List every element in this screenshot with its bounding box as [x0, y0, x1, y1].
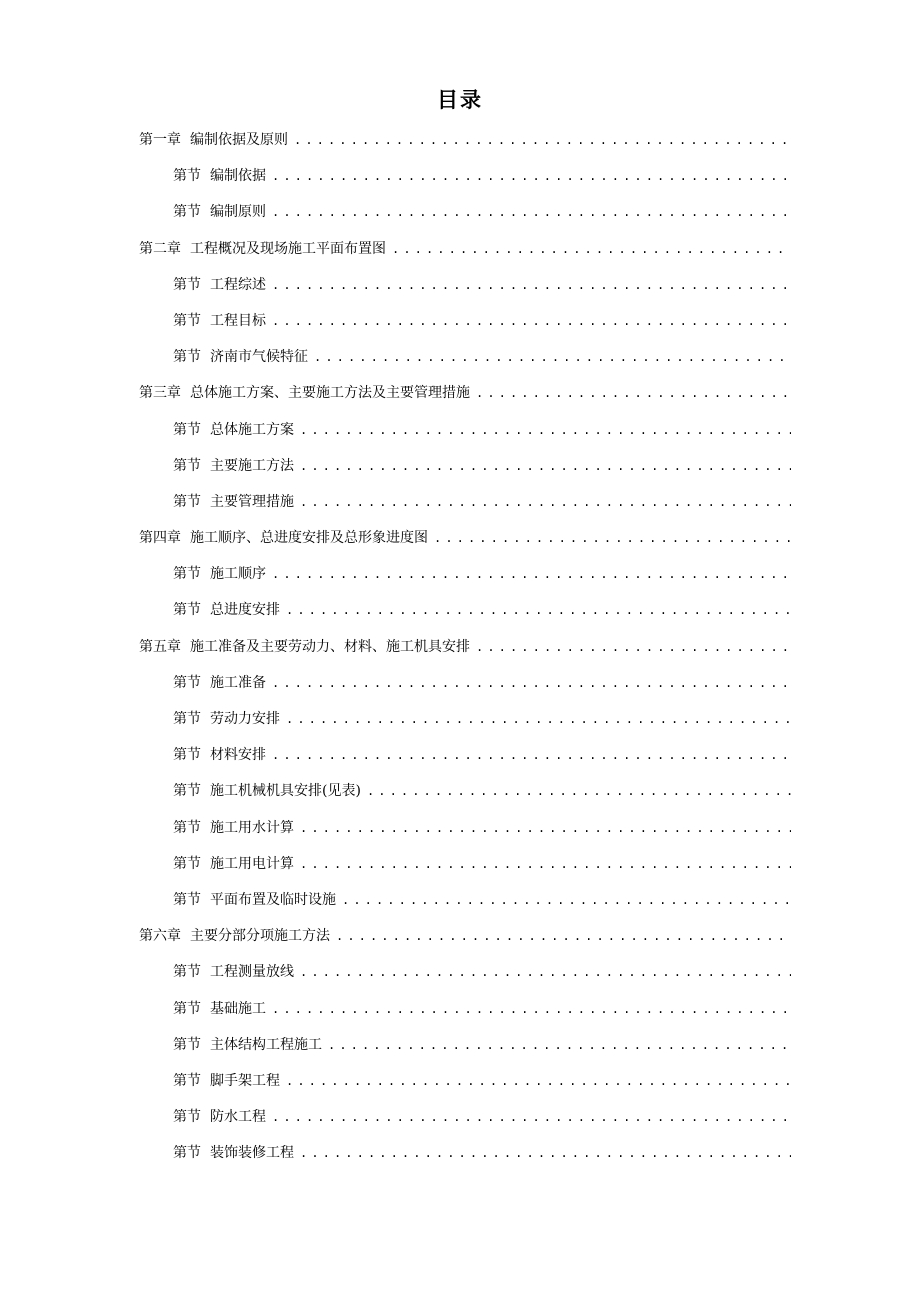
dot-leader — [342, 882, 791, 918]
toc-chapter-6[interactable] — [139, 918, 791, 954]
toc-entry-number: 第一章 — [139, 132, 181, 148]
toc-entry-label: 装饰装修工程 — [210, 1145, 294, 1162]
toc-section[interactable] — [139, 303, 791, 339]
dot-leader — [434, 520, 791, 556]
toc-entry-number: 第四章 — [139, 530, 181, 547]
toc-entry-label: 施工用电计算 — [210, 855, 294, 872]
toc-section[interactable] — [139, 1099, 791, 1135]
toc-entry-number: 第节 — [173, 891, 201, 908]
toc-section[interactable] — [139, 1027, 791, 1063]
toc-entry-label: 主要管理措施 — [210, 493, 294, 510]
toc-entry-label: 施工用水计算 — [210, 819, 294, 836]
toc-section[interactable] — [139, 158, 791, 194]
toc-entry-number: 第六章 — [139, 928, 181, 945]
toc-entry-number: 第节 — [173, 1000, 201, 1017]
dot-leader — [272, 194, 791, 230]
toc-entry-number: 第节 — [173, 276, 201, 293]
toc-entry-number: 第节 — [173, 855, 201, 872]
dot-leader — [336, 918, 791, 954]
toc-entry-number: 第节 — [173, 566, 201, 583]
toc-section[interactable] — [139, 810, 791, 846]
toc-entry-label: 工程目标 — [210, 312, 266, 329]
toc-entry-number: 第节 — [173, 1072, 201, 1089]
toc-entry-label: 平面布置及临时设施 — [210, 891, 336, 908]
page-title: 目录 — [437, 88, 483, 112]
toc-entry-label: 工程测量放线 — [210, 964, 294, 981]
dot-leader — [367, 773, 791, 809]
dot-leader — [392, 231, 791, 267]
toc-entry-label: 编制依据 — [210, 168, 266, 185]
toc-entry-number: 第节 — [173, 349, 201, 366]
dot-leader — [286, 592, 791, 628]
dot-leader — [272, 556, 791, 592]
toc-chapter-1[interactable] — [139, 122, 791, 158]
toc-entry-label: 施工准备 — [210, 674, 266, 691]
toc-entry-label: 编制原则 — [210, 204, 266, 221]
dot-leader — [286, 1063, 791, 1099]
dot-leader — [272, 1099, 791, 1135]
dot-leader — [300, 810, 791, 846]
toc-section[interactable] — [139, 882, 791, 918]
dot-leader — [300, 954, 791, 990]
toc-entry-number: 第节 — [173, 602, 201, 619]
dot-leader — [476, 629, 791, 665]
toc-section[interactable] — [139, 737, 791, 773]
toc-entry-label: 劳动力安排 — [210, 711, 280, 727]
toc-section[interactable] — [139, 267, 791, 303]
dot-leader — [300, 846, 791, 882]
toc-chapter-4[interactable] — [139, 520, 791, 556]
dot-leader — [272, 665, 791, 701]
dot-leader — [294, 122, 791, 158]
toc-entry-number: 第节 — [173, 711, 201, 727]
dot-leader — [300, 412, 791, 448]
toc-entry-number: 第节 — [173, 168, 201, 185]
toc-entry-label: 总进度安排 — [210, 602, 280, 619]
toc-section[interactable] — [139, 484, 791, 520]
toc-chapter-3[interactable] — [139, 375, 791, 411]
toc-entry-label: 施工顺序 — [210, 566, 266, 583]
toc-section[interactable] — [139, 665, 791, 701]
dot-leader — [272, 737, 791, 773]
toc-entry-label: 脚手架工程 — [210, 1072, 280, 1089]
toc-section[interactable] — [139, 954, 791, 990]
dot-leader — [300, 448, 791, 484]
toc-section[interactable] — [139, 556, 791, 592]
toc-entry-number: 第三章 — [139, 385, 181, 402]
toc-chapter-5[interactable] — [139, 629, 791, 665]
toc-entry-number: 第节 — [173, 421, 201, 438]
toc-entry-number: 第节 — [173, 964, 201, 981]
toc-entry-number: 第节 — [173, 312, 201, 329]
toc-entry-number: 第节 — [173, 747, 201, 764]
toc-entry-number: 第节 — [173, 1036, 201, 1053]
dot-leader — [272, 267, 791, 303]
dot-leader — [300, 1135, 791, 1171]
toc-entry-number: 第节 — [173, 493, 201, 510]
toc-entry-label: 主体结构工程施工 — [210, 1036, 322, 1053]
table-of-contents — [139, 122, 791, 1171]
toc-entry-number: 第节 — [173, 1145, 201, 1162]
toc-section[interactable] — [139, 773, 791, 809]
toc-entry-label: 济南市气候特征 — [210, 349, 308, 366]
toc-section[interactable] — [139, 592, 791, 628]
toc-section[interactable] — [139, 1063, 791, 1099]
toc-section[interactable] — [139, 991, 791, 1027]
toc-entry-number: 第节 — [173, 1109, 201, 1126]
toc-section[interactable] — [139, 194, 791, 230]
dot-leader — [328, 1027, 791, 1063]
dot-leader — [476, 375, 791, 411]
dot-leader — [272, 303, 791, 339]
toc-entry-label: 总体施工方案、主要施工方法及主要管理措施 — [190, 385, 470, 402]
toc-section[interactable] — [139, 412, 791, 448]
toc-entry-label: 工程综述 — [210, 276, 266, 293]
toc-entry-label: 基础施工 — [210, 1000, 266, 1017]
dot-leader — [300, 484, 791, 520]
toc-entry-label: 主要分部分项施工方法 — [190, 928, 330, 945]
toc-entry-number: 第节 — [173, 457, 201, 474]
toc-section[interactable] — [139, 701, 791, 737]
toc-entry-number: 第节 — [173, 204, 201, 221]
toc-entry-label: 主要施工方法 — [210, 457, 294, 474]
toc-entry-label: 施工顺序、总进度安排及总形象进度图 — [190, 530, 428, 547]
dot-leader — [286, 701, 791, 737]
dot-leader — [314, 339, 791, 375]
dot-leader — [272, 991, 791, 1027]
toc-section[interactable] — [139, 339, 791, 375]
toc-chapter-2[interactable] — [139, 231, 791, 267]
toc-section[interactable] — [139, 846, 791, 882]
toc-entry-label: 总体施工方案 — [210, 421, 294, 438]
toc-entry-label: 工程概况及现场施工平面布置图 — [190, 240, 386, 257]
toc-entry-label: 施工准备及主要劳动力、材料、施工机具安排 — [190, 638, 470, 655]
toc-entry-label: 施工机械机具安排(见表) — [210, 783, 361, 800]
dot-leader — [272, 158, 791, 194]
toc-entry-number: 第五章 — [139, 638, 181, 655]
toc-entry-number: 第节 — [173, 674, 201, 691]
toc-section[interactable] — [139, 448, 791, 484]
toc-entry-number: 第节 — [173, 783, 201, 800]
toc-section[interactable] — [139, 1135, 791, 1171]
toc-entry-label: 编制依据及原则 — [190, 132, 288, 148]
toc-entry-number: 第节 — [173, 819, 201, 836]
toc-entry-number: 第二章 — [139, 240, 181, 257]
toc-entry-label: 材料安排 — [210, 747, 266, 764]
toc-entry-label: 防水工程 — [210, 1109, 266, 1126]
